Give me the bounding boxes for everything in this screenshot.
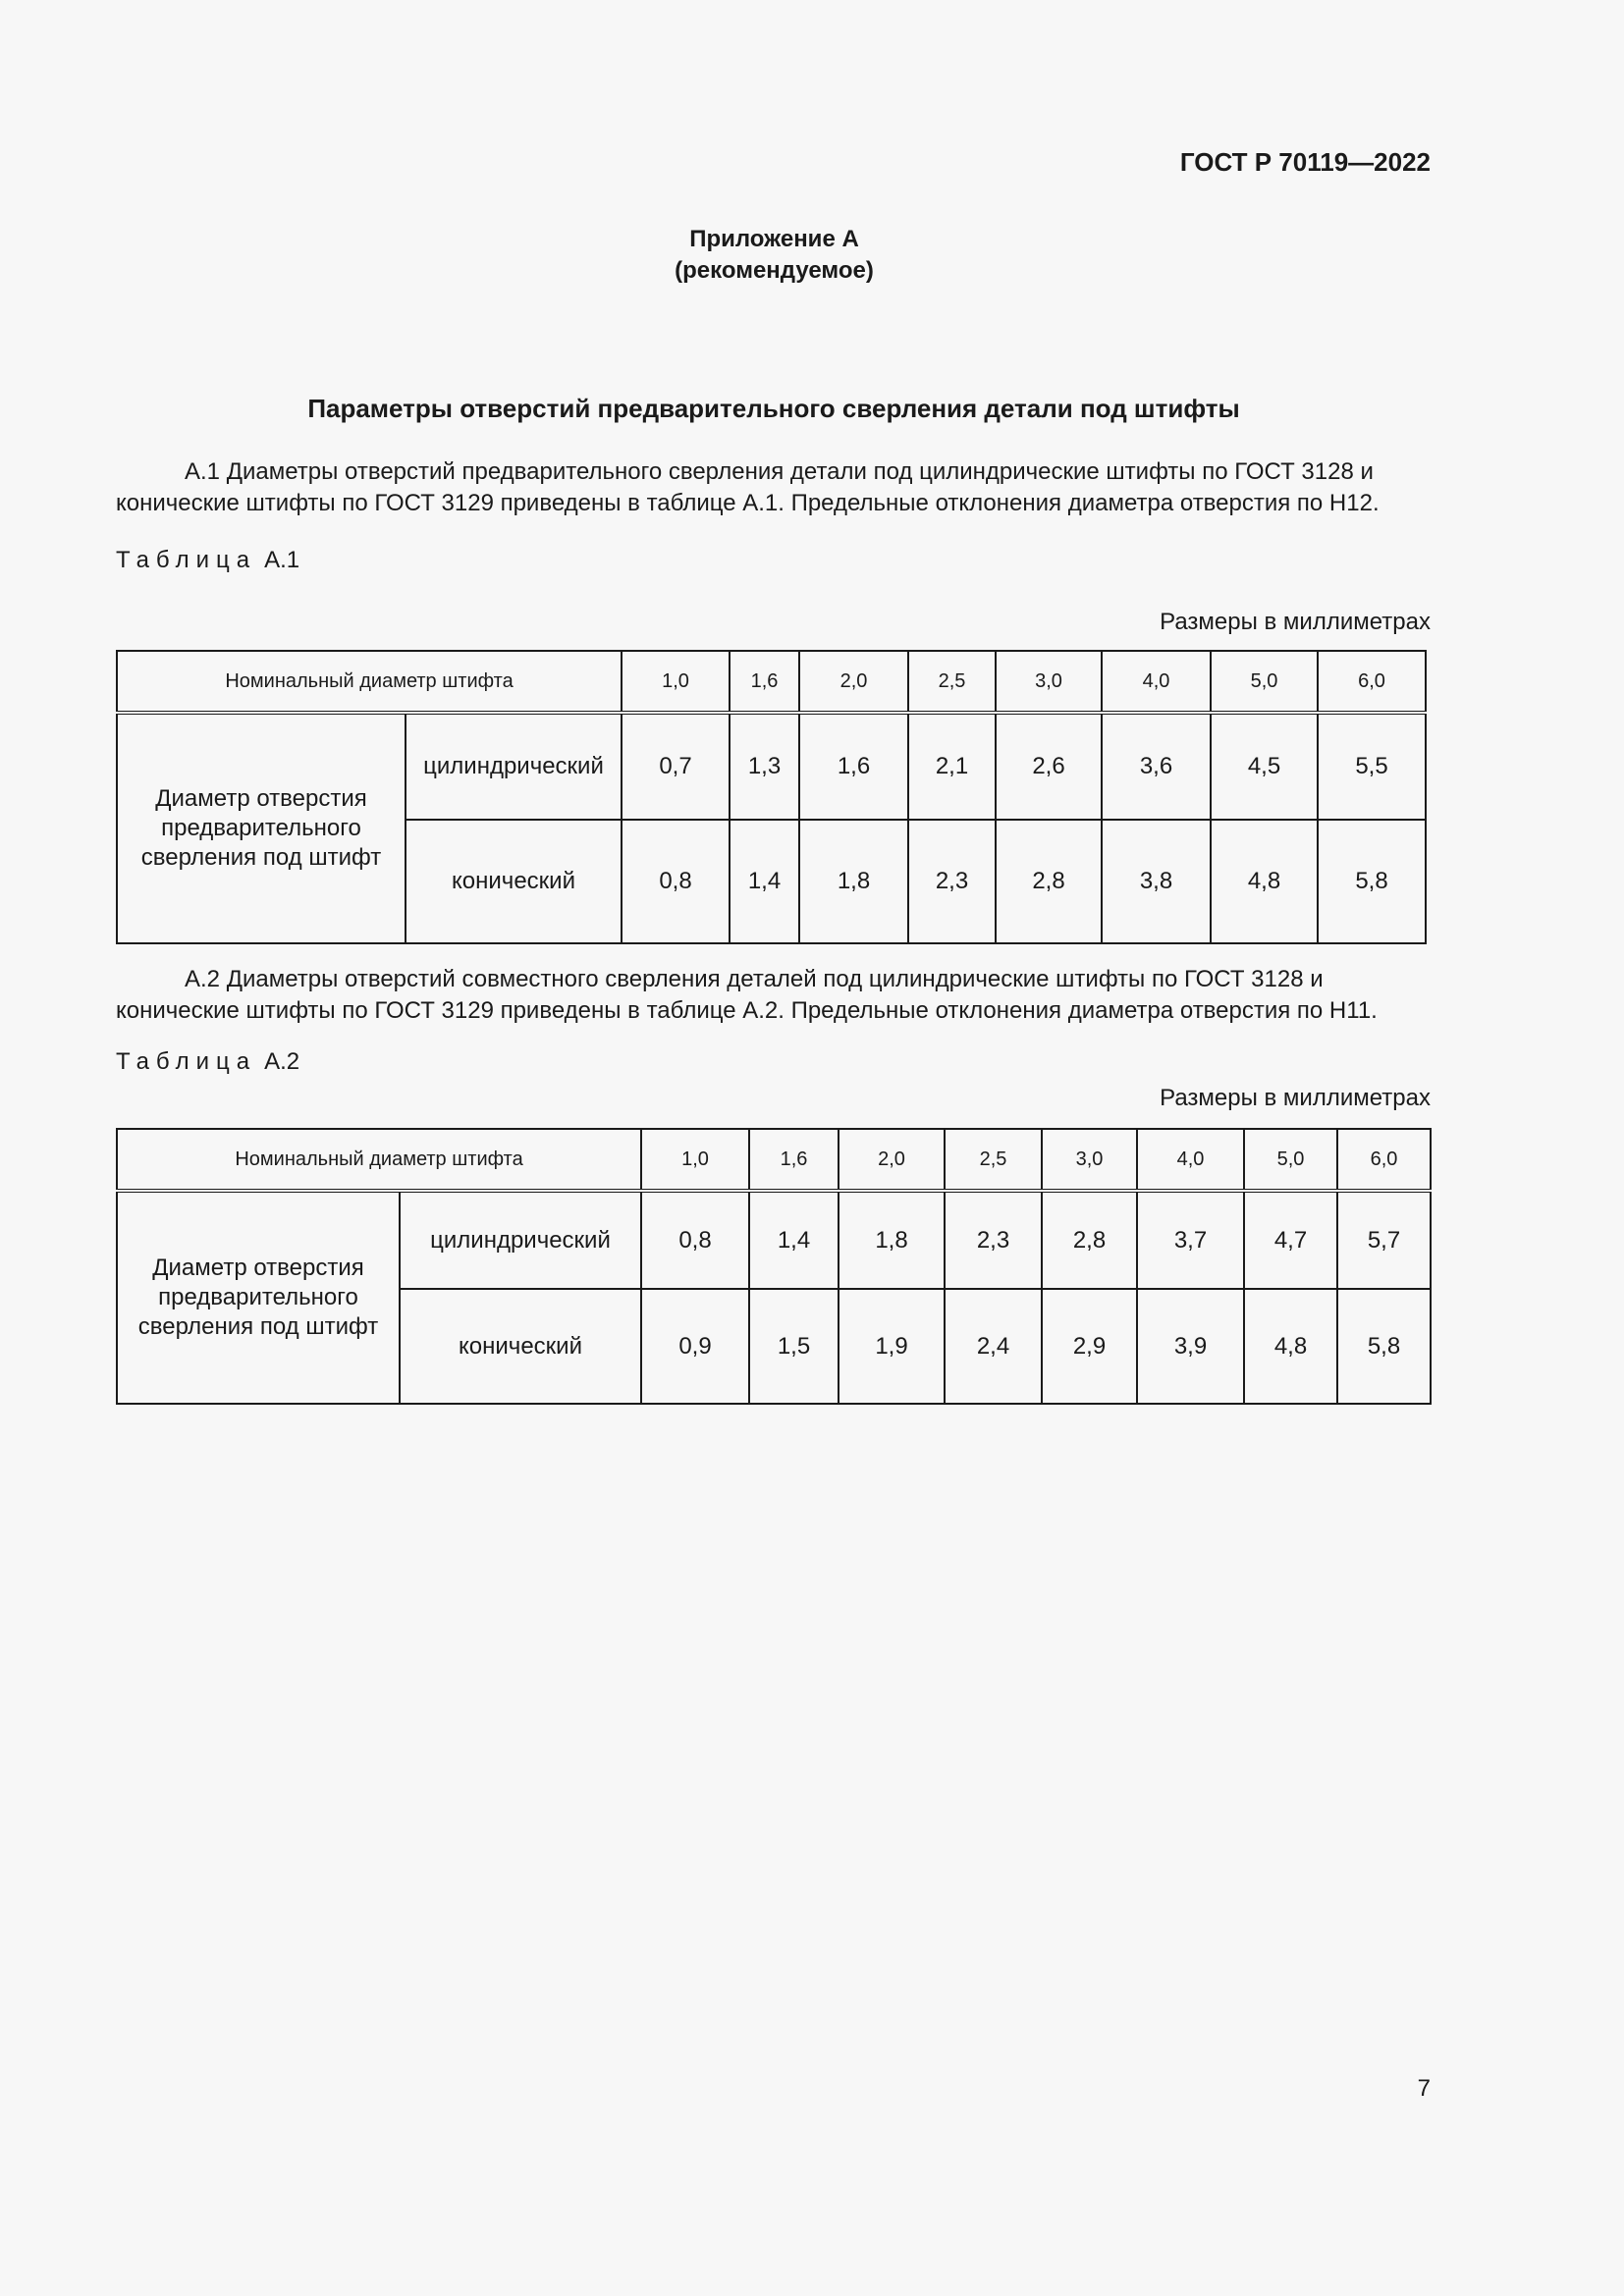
table-a1-caption-number: А.1 [264,547,300,573]
header-cell: 3,0 [1042,1129,1137,1191]
table-cell: 2,3 [908,820,996,943]
table-a2 [116,1128,1432,1405]
appendix-heading [0,224,1548,287]
table-cell: 4,8 [1211,820,1318,943]
header-cell: 1,0 [622,651,730,713]
table-a1-caption [116,547,299,574]
paragraph-a2 [116,964,1432,1027]
table-cell: 2,4 [945,1289,1042,1404]
table-cell: 1,9 [839,1289,945,1404]
header-cell: 1,6 [749,1129,839,1191]
table-header-row [117,651,1426,713]
table-cell: 3,9 [1137,1289,1244,1404]
table-header-row [117,1129,1431,1191]
header-cell: 2,0 [799,651,908,713]
table-cell: 0,8 [641,1191,749,1289]
header-cell: 2,5 [945,1129,1042,1191]
table-a2-units: Размеры в миллиметрах [1160,1085,1431,1111]
table-cell: 1,4 [730,820,799,943]
paragraph-a1-number: А.1 [185,458,221,485]
row-label: конический [406,820,622,943]
row-group-label: Диаметр отверстия предварительного сверления под штифт [117,1191,400,1404]
header-cell: 5,0 [1211,651,1318,713]
table-cell: 2,8 [1042,1191,1137,1289]
document-code: ГОСТ Р 70119—2022 [1179,147,1431,177]
table-cell: 1,8 [839,1191,945,1289]
section-title: Параметры отверстий предварительного сверления детали под штифты [307,394,1240,423]
header-cell: 2,5 [908,651,996,713]
table-cell: 2,6 [996,713,1102,820]
table-cell: 5,8 [1318,820,1426,943]
row-label: цилиндрический [400,1191,641,1289]
header-cell: 1,6 [730,651,799,713]
table-cell: 5,5 [1318,713,1426,820]
table-cell: 5,7 [1337,1191,1431,1289]
row-label: цилиндрический [406,713,622,820]
header-cell: 6,0 [1337,1129,1431,1191]
appendix-title: Приложение А [689,226,859,252]
appendix-subtitle: (рекомендуемое) [675,257,874,284]
paragraph-a1 [116,456,1432,519]
table-a2-caption [116,1048,299,1076]
table-cell: 2,8 [996,820,1102,943]
header-cell: 3,0 [996,651,1102,713]
header-cell: 4,0 [1102,651,1211,713]
table-cell: 3,6 [1102,713,1211,820]
table-cell: 1,5 [749,1289,839,1404]
header-label-cell: Номинальный диаметр штифта [117,651,622,713]
header-cell: 5,0 [1244,1129,1337,1191]
table-cell: 0,7 [622,713,730,820]
table-cell: 5,8 [1337,1289,1431,1404]
paragraph-a2-text: Диаметры отверстий совместного сверления деталей под цилиндрические штифты по ГОСТ 3128 и конические штифты по ГОСТ 3129 приведены в таблице А.2. Предельные отклонения диаметра отверстия по Н11. [116,966,1378,1024]
table-cell: 3,8 [1102,820,1211,943]
row-group-label: Диаметр отверстия предварительного сверления под штифт [117,713,406,943]
table-cell: 3,7 [1137,1191,1244,1289]
table-a2-caption-word: Таблица [116,1048,257,1075]
header-cell: 1,0 [641,1129,749,1191]
page-number: 7 [1417,2075,1431,2102]
table-cell: 4,7 [1244,1191,1337,1289]
paragraph-a1-text: Диаметры отверстий предварительного сверления детали под цилиндрические штифты по ГОСТ 3128 и конические штифты по ГОСТ 3129 приведены в таблице А.1. Предельные отклонения диаметра отверстия по Н12. [116,458,1380,516]
table-cell: 2,9 [1042,1289,1137,1404]
table-cell: 0,8 [622,820,730,943]
header-cell: 2,0 [839,1129,945,1191]
table-a1 [116,650,1427,944]
table-row [117,1191,1431,1289]
table-row [117,713,1426,820]
table-cell: 1,4 [749,1191,839,1289]
table-cell: 1,8 [799,820,908,943]
header-label-cell: Номинальный диаметр штифта [117,1129,641,1191]
table-cell: 4,8 [1244,1289,1337,1404]
table-a1-caption-word: Таблица [116,547,257,573]
table-cell: 1,6 [799,713,908,820]
table-a2-caption-number: А.2 [264,1048,300,1075]
table-cell: 2,1 [908,713,996,820]
row-label: конический [400,1289,641,1404]
table-cell: 0,9 [641,1289,749,1404]
table-cell: 2,3 [945,1191,1042,1289]
header-cell: 6,0 [1318,651,1426,713]
table-cell: 1,3 [730,713,799,820]
header-cell: 4,0 [1137,1129,1244,1191]
table-a1-units: Размеры в миллиметрах [1160,609,1431,635]
paragraph-a2-number: А.2 [185,966,221,992]
table-cell: 4,5 [1211,713,1318,820]
